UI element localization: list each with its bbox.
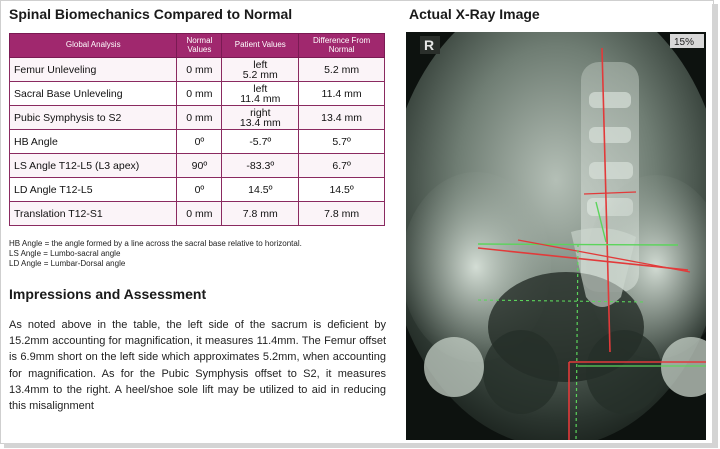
frame-shadow-bottom (4, 443, 718, 448)
row-normal: 0 mm (177, 82, 222, 106)
row-patient: right 13.4 mm (222, 106, 299, 130)
table-notes (9, 239, 302, 269)
row-name: LS Angle T12-L5 (L3 apex) (10, 154, 177, 178)
row-difference: 13.4 mm (299, 106, 385, 130)
xray-graphic (406, 32, 706, 440)
row-name: Femur Unleveling (10, 58, 177, 82)
row-name: Sacral Base Unleveling (10, 82, 177, 106)
xray-marker-letter: R (424, 37, 435, 53)
row-patient: 14.5º (222, 178, 299, 202)
table-row (10, 178, 385, 202)
biomechanics-title: Spinal Biomechanics Compared to Normal (9, 6, 293, 22)
row-name: Pubic Symphysis to S2 (10, 106, 177, 130)
table-row (10, 58, 385, 82)
row-difference: 11.4 mm (299, 82, 385, 106)
row-difference: 5.7º (299, 130, 385, 154)
row-difference: 6.7º (299, 154, 385, 178)
row-name: LD Angle T12-L5 (10, 178, 177, 202)
frame-shadow-right (712, 4, 718, 448)
table-row (10, 130, 385, 154)
row-difference: 7.8 mm (299, 202, 385, 226)
row-normal: 0º (177, 130, 222, 154)
table-row (10, 82, 385, 106)
table-row (10, 106, 385, 130)
row-normal: 0 mm (177, 202, 222, 226)
row-normal: 0º (177, 178, 222, 202)
header-difference: Difference From Normal (299, 34, 385, 58)
table-header-row (10, 34, 385, 58)
row-difference: 14.5º (299, 178, 385, 202)
row-patient: 7.8 mm (222, 202, 299, 226)
row-patient: -83.3º (222, 154, 299, 178)
table-row (10, 154, 385, 178)
xray-title: Actual X-Ray Image (409, 6, 540, 22)
row-name: HB Angle (10, 130, 177, 154)
row-normal: 0 mm (177, 106, 222, 130)
header-global-analysis: Global Analysis (10, 34, 177, 58)
note-ld-angle: LD Angle = Lumbar-Dorsal angle (9, 259, 126, 268)
row-normal: 0 mm (177, 58, 222, 82)
row-difference: 5.2 mm (299, 58, 385, 82)
row-patient: left 11.4 mm (222, 82, 299, 106)
row-normal: 90º (177, 154, 222, 178)
impressions-title: Impressions and Assessment (9, 286, 207, 302)
xray-label: 15% (674, 37, 695, 48)
note-hb-angle: HB Angle = the angle formed by a line across the sacral base relative to horizontal. (9, 239, 302, 248)
row-patient: left 5.2 mm (222, 58, 299, 82)
note-ls-angle: LS Angle = Lumbo-sacral angle (9, 249, 121, 258)
header-normal-values: Normal Values (177, 34, 222, 58)
xray-image (406, 32, 706, 440)
header-patient-values: Patient Values (222, 34, 299, 58)
row-name: Translation T12-S1 (10, 202, 177, 226)
impressions-text: As noted above in the table, the left side of the sacrum is deficient by 15.2mm accounting for magnification, it measures 11.4mm. The Femur offset is 6.9mm short on the left side which approximates 5.2mm, when accounting for magnification. As for the Pubic Symphysis offset to S2, it measures 13.4mm to the right. A heel/shoe sole lift may be utilized to aid in reducing this misalignment (9, 319, 386, 413)
table-row (10, 202, 385, 226)
row-patient: -5.7º (222, 130, 299, 154)
biomechanics-table (9, 33, 385, 226)
